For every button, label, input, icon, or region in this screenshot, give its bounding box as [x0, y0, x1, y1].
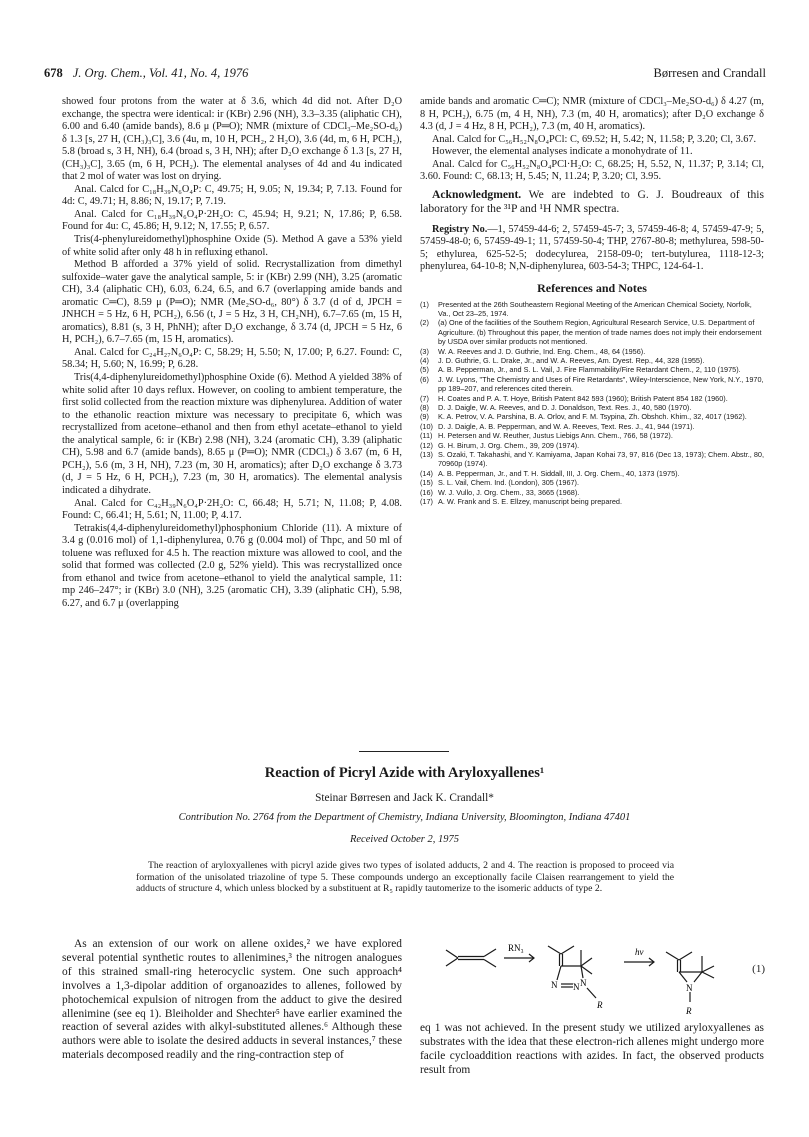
- reference-text: W. A. Reeves and J. D. Guthrie, Ind. Eng. Chem., 48, 64 (1956).: [438, 346, 646, 356]
- reagent-hv: hν: [635, 947, 644, 957]
- running-header: [44, 66, 766, 84]
- reference-text: S. Ozaki, T. Takahashi, and Y. Kamiyama, Japan Kohai 73, 97, 816 (Dec 13, 1973); Chem. Abstr., 80, 70960p (1974).: [438, 450, 764, 469]
- reference-text: S. L. Vail, Chem. Ind. (London), 305 (1967).: [438, 478, 580, 488]
- reference-item: [420, 365, 764, 374]
- reference-item: [420, 469, 764, 478]
- reagent-rn3: RN₃: [508, 943, 524, 953]
- reference-number: (16): [420, 487, 433, 497]
- paragraph: Anal. Calcd for C₅₆H₅₂N₈O₄PCl: C, 69.52; H, 5.42; N, 11.58; P, 3.20; Cl, 3.67.: [432, 133, 757, 145]
- reference-number: (15): [420, 478, 433, 488]
- reference-item: [420, 441, 764, 450]
- reference-number: (6): [420, 374, 429, 384]
- reference-number: (8): [420, 403, 429, 413]
- reference-text: A. B. Pepperman, Jr., and T. H. Siddall, III, J. Org. Chem., 40, 1373 (1975).: [438, 468, 680, 478]
- reference-text: H. Coates and P. A. T. Hoye, British Patent 842 593 (1960); British Patent 854 182 (1960).: [438, 393, 728, 403]
- paragraph: showed four protons from the water at δ 3.6, which 4d did not. After D₂O exchange, the spectra were identical: ir (KBr) 2.96 (NH), 3.3–3.35 (aliphatic CH), 6.00 and 6.40 (amide bands), 8.6 μ (P═O); NMR (mixture of CDCl₃–Me₂SO-d₆) δ 1.3 [s, 27 H, (CH₃)₃C], 3.6 (4u, m, 10 H, PCH₂, 2 H₂O), 3.6 (4d, m, 6 H, PCH₂), 5.8 (broad s, 3 H, NH), 6.4 (broad s, 3 H, NH); after D₂O exchange δ 1.3 [s, 27 H, (CH₃)₃C], 3.65 (m, 6 H, PCH₂). The elemental analyses of 4d and 4u indicated that 2 mol of water was lost on drying.: [62, 96, 402, 183]
- reference-number: (10): [420, 421, 433, 431]
- reference-text: J. W. Lyons, "The Chemistry and Uses of Fire Retardants", Wiley-Interscience, New York, N.Y., 1970, pp 189–207, and references cited therein.: [438, 374, 764, 394]
- reference-item: [420, 375, 764, 394]
- triazoline-r: R: [597, 1000, 603, 1010]
- reference-item: [420, 403, 764, 412]
- reference-text: H. Petersen and W. Reuther, Justus Liebigs Ann. Chem., 766, 58 (1972).: [438, 431, 673, 441]
- paragraph: Anal. Calcd for C₅₆H₅₂N₈O₄PCl·H₂O: C, 68.25; H, 5.52, N, 11.37; P, 3.14; Cl, 3.60. Found: C, 68.13; H, 5.45; N, 11.24; P, 3.20; Cl, 3.95.: [420, 158, 764, 183]
- journal-citation: J. Org. Chem., Vol. 41, No. 4, 1976: [72, 66, 249, 80]
- reference-text: Presented at the 26th Southeastern Regional Meeting of the American Chemical Society, Norfolk, Va., Oct 23–25, 1974.: [438, 299, 752, 318]
- acknowledgment-text: We are indebted to G. J. Boudreaux of this laboratory for the ³¹P and ¹H NMR spectra.: [420, 187, 764, 215]
- paragraph: Tris(4,4-diphenylureidomethyl)phosphine Oxide (6). Method A yielded 38% of white solid after 10 days reflux. However, on cooling to ambient temperature, the first solid collected from the reaction mixture was diphenylurea. Addition of water to the ethanolic reaction mixture was necessary to precipitate 6, which was recrystallized from acetone–ethanol and then from ethyl acetate–ethanol to yield the analytical sample, 6: ir (KBr) 2.98 (NH), 3.24 (aromatic CH), 3.39 (aliphatic CH), 5.98 and 6.7 (amide bands), 8.65 μ (P═O); NMR (CDCl₃) δ 3.67 (m, 6 H, PCH₂), 5.6 (m, 3 H, NH), 7.23 (m, 30 H, aromatics); after D₂O exchange δ 3.73 (d, J = 5 Hz, 6 H, PCH₂), 7.23 (m, 30 H, aromatics). The elemental analysis indicated a dihydrate.: [62, 372, 402, 496]
- reference-text: (a) One of the facilities of the Southern Region, Agricultural Research Service, U.S. Department of Agriculture. (b) Throughout this paper, the mention of trade names does not imply their endorsement by USDA over similar products not mentioned.: [438, 318, 762, 347]
- reference-item: [420, 356, 764, 365]
- reference-item: [420, 422, 764, 431]
- allene-structure: [446, 949, 496, 967]
- reference-item: [420, 488, 764, 497]
- reference-number: (7): [420, 393, 429, 403]
- acknowledgment: [420, 188, 764, 216]
- reference-text: K. A. Petrov, V. A. Parshina, B. A. Orlov, and F. M. Tsypina, Zh. Obshch. Khim., 32, 4017 (1962).: [438, 412, 747, 422]
- reference-item: [420, 300, 764, 319]
- reference-text: G. H. Birum, J. Org. Chem., 39, 209 (1974).: [438, 440, 580, 450]
- registry-text: —1, 57459-44-6; 2, 57459-45-7; 3, 57459-46-8; 4, 57459-47-9; 5, 57459-48-0; 6, 57459-49-1; 11, 57459-50-4; THP, 2767-80-8; methylurea, 598-50-5; ethylurea, 625-52-5; dodecylurea, 2158-09-0; tert-butylurea, 1118-12-3; phenylurea, 64-10-8; N,N-diphenylurea, 603-54-3; THPC, 124-64-1.: [420, 223, 764, 273]
- page-number: 678: [44, 66, 63, 80]
- equation-number: (1): [752, 963, 765, 975]
- acknowledgment-heading: Acknowledgment.: [432, 187, 522, 201]
- reference-number: (3): [420, 346, 429, 356]
- reference-item: [420, 450, 764, 469]
- article-authors: Steinar Børresen and Jack K. Crandall*: [315, 792, 494, 804]
- section-divider: [359, 751, 449, 752]
- article-contribution: Contribution No. 2764 from the Department of Chemistry, Indiana University, Bloomington, Indiana 47401: [178, 812, 631, 823]
- registry-heading: Registry No.: [432, 223, 488, 235]
- reference-number: (13): [420, 450, 433, 460]
- paragraph: amide bands and aromatic C═C); NMR (mixture of CDCl₃–Me₂SO-d₆) δ 4.27 (m, 8 H, PCH₂), 6.75 (m, 4 H, NH), 7.3 (m, 40 H, aromatics); after D₂O exchange δ 4.3 (d, J = 4 Hz, 8 H, PCH₂), 7.3 (m, 40 H, aromatics).: [420, 96, 764, 133]
- triazoline-n1: N: [551, 980, 558, 990]
- reference-number: (9): [420, 412, 429, 422]
- reference-text: D. J. Daigle, W. A. Reeves, and D. J. Donaldson, Text. Res. J., 40, 580 (1970).: [438, 403, 692, 413]
- allenimine-structure: [666, 952, 714, 1002]
- allenimine-n: N: [686, 983, 693, 993]
- header-left: [44, 66, 248, 81]
- reference-number: (12): [420, 440, 433, 450]
- abstract: The reaction of aryloxyallenes with picryl azide gives two types of isolated adducts, 2 and 4. The reaction is proposed to proceed via formation of the unisolated triazoline of type 5. These compounds undergo an exceptionally facile Claisen rearrangement to yield the adducts of structure 4, which unless blocked by a substituent at R₅ rapidly tautomerize to the isomeric adducts of type 2.: [136, 860, 674, 894]
- reference-number: (14): [420, 468, 433, 478]
- reference-item: [420, 347, 764, 356]
- reference-number: (1): [420, 299, 429, 309]
- paragraph: Anal. Calcd for C₂₄H₂₇N₆O₄P: C, 58.29; H, 5.50; N, 17.00; P, 6.27. Found: C, 58.34; H, 5.60; N, 16.99; P, 6.28.: [62, 346, 402, 371]
- paragraph: Method B afforded a 37% yield of solid. Recrystallization from dimethyl sulfoxide–water gave the analytical sample, 5: ir (KBr) 2.99 (NH), 3.25 (aromatic CH), 3.4 (aliphatic CH), 6.03, 6.24, 6.5, and 6.7 (overlapping amide bands and aromatic C═C), 8.59 μ (P═O); NMR (Me₂SO-d₆, 80°) δ 3.7 (d of d, JPCH = JNHCH = 5 Hz, 6 H, PCH₂), 6.56 (t, J = 5 Hz, 3 H, CH₂NH), 6.7–7.65 (m, 15 H, aromatics), 8.81 (s, 3 H, PhNH); after D₂O exchange, δ 3.74 (d, JPCH = 5 Hz, 6 H, PCH₂), 6.7–7.65 (m, 15 H, aromatics).: [62, 259, 402, 346]
- reference-number: (11): [420, 431, 433, 441]
- paragraph: However, the elemental analyses indicate a monohydrate of 11.: [432, 146, 693, 158]
- right-column: [420, 96, 764, 507]
- reference-item: [420, 478, 764, 487]
- reference-item: [420, 412, 764, 421]
- reference-number: (17): [420, 497, 433, 507]
- references-heading: References and Notes: [537, 281, 647, 296]
- arrow-1: [504, 954, 534, 962]
- reference-text: W. J. Vullo, J. Org. Chem., 33, 3665 (1968).: [438, 487, 580, 497]
- reference-number: (2): [420, 318, 429, 328]
- paragraph: Tris(4-phenylureidomethyl)phosphine Oxide (5). Method A gave a 53% yield of white solid after only 48 h in refluxing ethanol.: [62, 234, 402, 258]
- paragraph: Anal. Calcd for C₁₈H₃₉N₆O₄P: C, 49.75; H, 9.05; N, 19.34; P, 7.13. Found for 4d: C, 49.71; H, 8.86; N, 19.17; P, 7.19.: [62, 183, 402, 208]
- intro-paragraph-left: As an extension of our work on allene oxides,² we have explored several potential synthetic routes to allenimines,³ the nitrogen analogues of this strained small-ring heterocyclic system. One such approach⁴ involves a 1,3-dipolar addition of organoazides to allenes, followed by photochemical expulsion of nitrogen from the adduct to give the desired allenimine (see eq 1). Bleiholder and Shechter⁵ have earlier examined the reaction of several azides with alkyl-substituted allenes.⁶ Although these authors were able to isolate the desired adducts in several instances,⁷ these materials decomposed readily and the ring-contraction step of: [62, 938, 402, 1062]
- triazoline-structure: [548, 946, 596, 998]
- references-list: [420, 300, 764, 507]
- article-title: Reaction of Picryl Azide with Aryloxyallenes¹: [264, 765, 545, 781]
- reaction-scheme: [440, 932, 766, 1016]
- received-date: Received October 2, 1975: [349, 834, 460, 845]
- reference-item: [420, 394, 764, 403]
- reference-text: J. D. Guthrie, G. L. Drake, Jr., and W. A. Reeves, Am. Dyest. Rep., 44, 328 (1955).: [438, 356, 705, 365]
- intro-paragraph-right: eq 1 was not achieved. In the present study we utilized aryloxyallenes as substrates with the idea that these electron-rich allenes might undergo more facile cycloaddition reactions with azides. In fact, the observed products result from: [420, 1022, 764, 1076]
- paragraph: Tetrakis(4,4-diphenylureidomethyl)phosphonium Chloride (11). A mixture of 3.4 g (0.016 mol) of 1,1-diphenylurea, 0.76 g (0.004 mol) of Thpc, and 50 ml of toluene was refluxed for 4.5 h. The reaction mixture was allowed to cool, and the solid that formed was collected (2.0 g, 52% yield). This was recrystallized once from ethanol and twice from acetone–ethanol to yield the analytical sample, 11: mp 246–247°; ir (KBr) 3.0 (NH), 3.25 (aromatic CH), 3.39 (aliphatic CH), 5.98, 6.27, and 6.7 μ (overlapping: [62, 522, 402, 609]
- registry-numbers: [420, 224, 764, 274]
- reference-text: A. W. Frank and S. E. Ellzey, manuscript being prepared.: [438, 497, 622, 507]
- arrow-2: [624, 958, 654, 966]
- reference-number: (4): [420, 356, 429, 365]
- reference-text: D. J. Daigle, A. B. Pepperman, and W. A. Reeves, Text. Res. J., 41, 944 (1971).: [438, 421, 695, 431]
- reference-item: [420, 431, 764, 440]
- reference-item: [420, 497, 764, 506]
- triazoline-n3: N: [580, 978, 587, 988]
- reference-number: (5): [420, 365, 429, 375]
- triazoline-n2: N: [573, 982, 580, 992]
- paragraph: Anal. Calcd for C₁₈H₃₉N₆O₄P·2H₂O: C, 45.94; H, 9.21; N, 17.86; P, 6.58. Found for 4u: C, 45.86; H, 9.12; N, 17.55; P, 6.57.: [62, 208, 402, 233]
- allenimine-r: R: [686, 1006, 692, 1016]
- left-column: [62, 96, 402, 610]
- reference-text: A. B. Pepperman, Jr., and S. L. Vail, J. Fire Flammability/Fire Retardant Chem., 2, 110 (1975).: [438, 365, 741, 375]
- reference-item: [420, 318, 764, 346]
- header-authors: Børresen and Crandall: [653, 66, 766, 80]
- paragraph: Anal. Calcd for C₄₂H₃₉N₆O₄P·2H₂O: C, 66.48; H, 5.71; N, 11.08; P, 4.08. Found: C, 66.41; H, 5.61; N, 11.00; P, 4.17.: [62, 497, 402, 522]
